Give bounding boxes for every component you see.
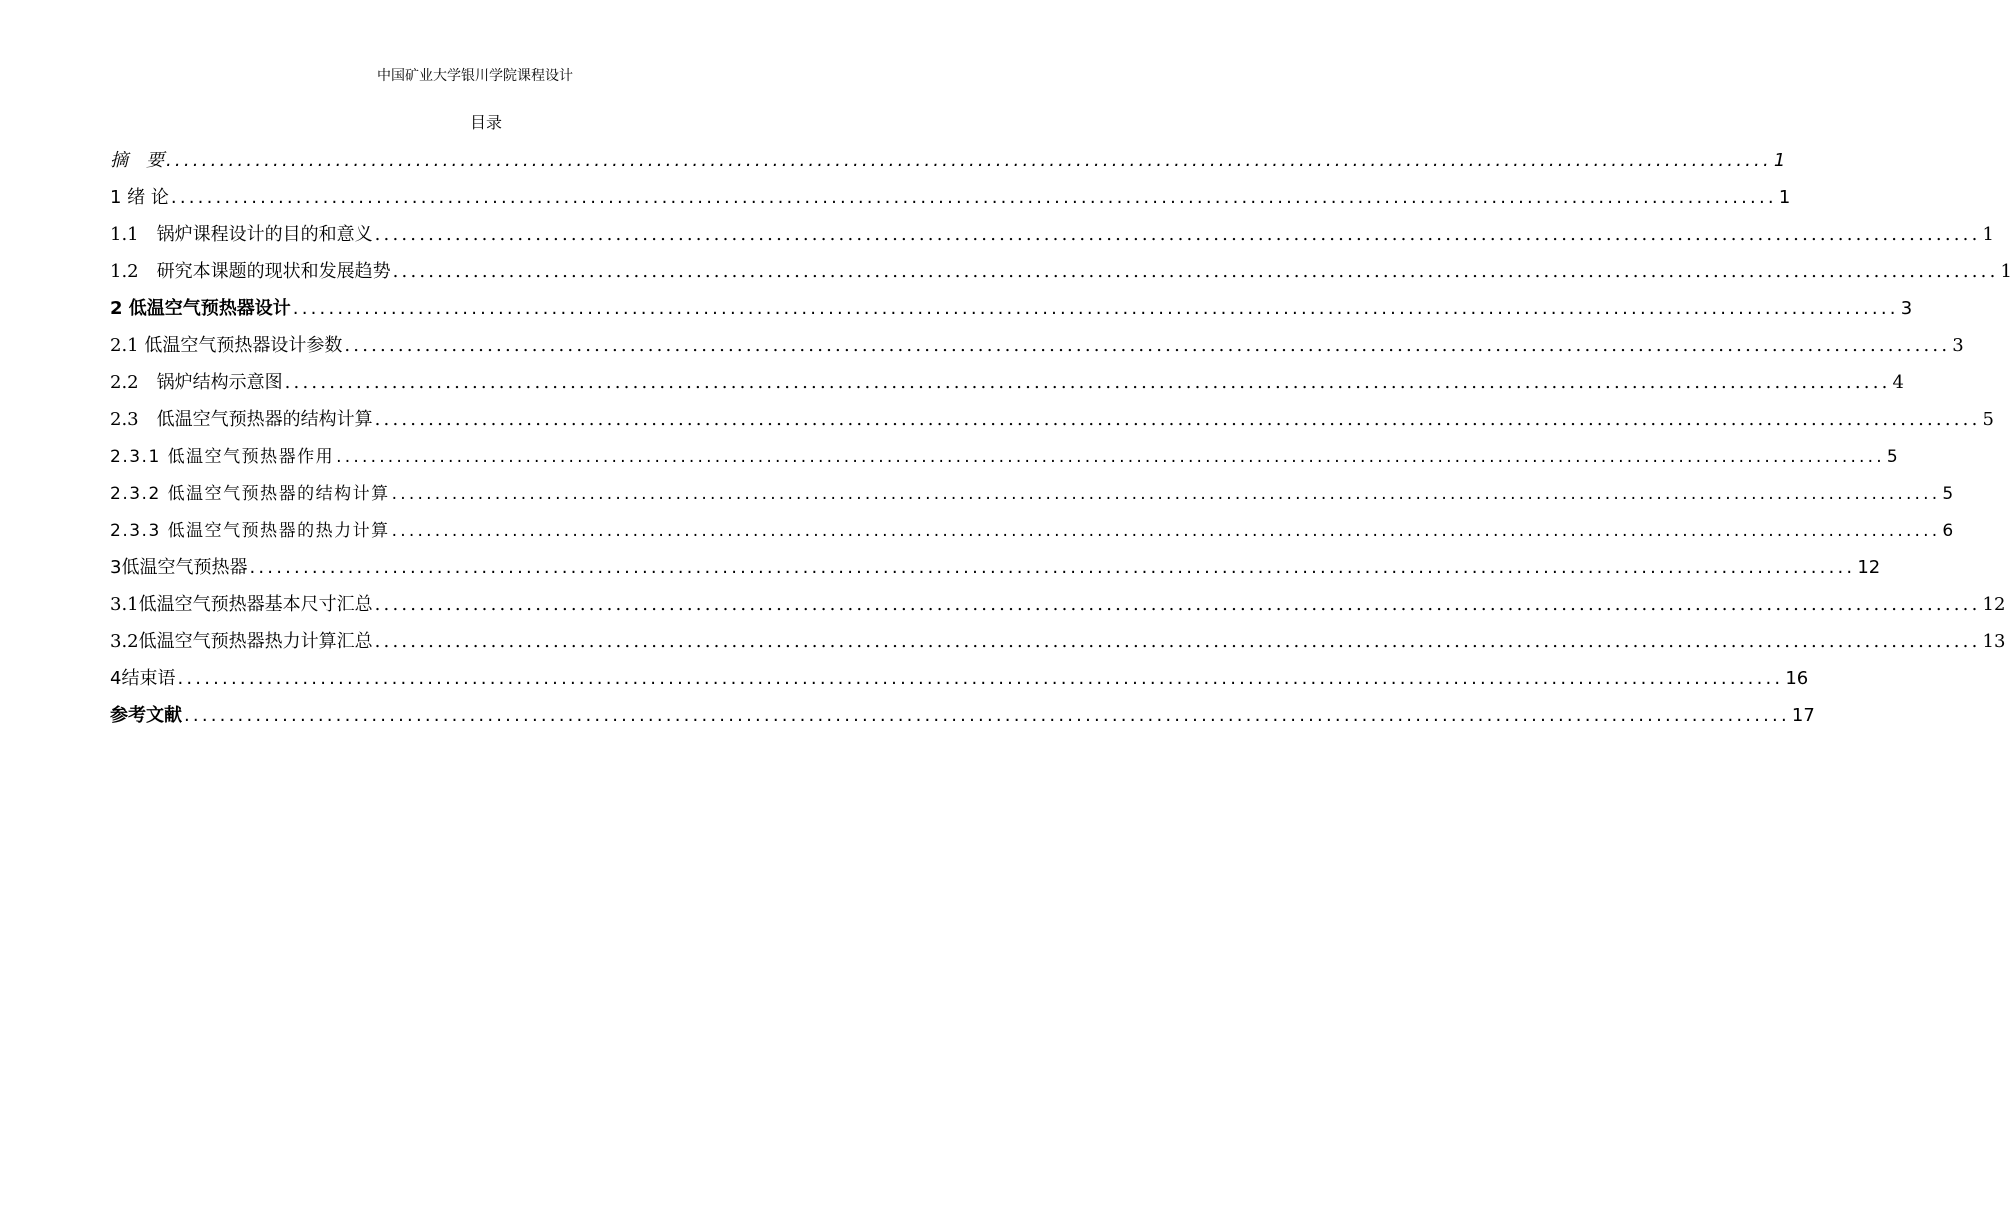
dot-leader: .................................................................................................................................................................................... — [292, 298, 1899, 319]
dot-leader: .................................................................................................................................................................................... — [374, 594, 1981, 615]
dot-leader: .................................................................................................................................................................................... — [374, 409, 1981, 430]
toc-entry-label: 1.2 研究本课题的现状和发展趋势 — [110, 261, 391, 282]
toc-entry-page: 13 — [1982, 631, 2006, 652]
dot-leader: .................................................................................................................................................................................... — [170, 187, 1777, 208]
toc-entry-1-1[interactable] — [110, 218, 1994, 246]
dot-leader: .................................................................................................................................................................................... — [336, 447, 1885, 467]
toc-entry-page: 12 — [1982, 594, 2006, 615]
toc-entry-references[interactable] — [110, 699, 1815, 727]
dot-leader: .................................................................................................................................................................................... — [177, 668, 1784, 689]
toc-entry-label: 2.3.3 低温空气预热器的热力计算 — [110, 521, 390, 541]
dot-leader: .................................................................................................................................................................................... — [344, 335, 1951, 356]
toc-entry-chapter-3[interactable] — [110, 551, 1881, 579]
toc-entry-label: 2.2 锅炉结构示意图 — [110, 372, 283, 393]
toc-entry-page: 17 — [1791, 705, 1815, 726]
toc-entry-page: 3 — [1952, 335, 1964, 356]
dot-leader: .................................................................................................................................................................................... — [391, 521, 1941, 541]
toc-entry-3-2[interactable] — [110, 625, 2006, 653]
toc-entry-3-1[interactable] — [110, 588, 2006, 616]
toc-entry-2-3-3[interactable] — [110, 514, 1955, 542]
toc-entry-page: 1 — [1778, 187, 1791, 208]
toc-entry-page: 4 — [1892, 372, 1904, 393]
dot-leader: .................................................................................................................................................................................... — [391, 484, 1941, 504]
toc-entry-2-3-2[interactable] — [110, 477, 1955, 505]
toc-entry-2-2[interactable] — [110, 366, 1904, 394]
toc-entry-page: 16 — [1785, 668, 1809, 689]
toc-entry-page: 6 — [1942, 521, 1955, 541]
toc-title: 目录 — [469, 113, 502, 132]
toc-entry-label: 3.1低温空气预热器基本尺寸汇总 — [110, 594, 373, 615]
toc-entry-2-1[interactable] — [110, 329, 1964, 357]
toc-entry-label: 摘 要 — [110, 150, 164, 171]
toc-entry-chapter-2[interactable] — [110, 292, 1913, 320]
toc-entry-label: 2.3 低温空气预热器的结构计算 — [110, 409, 373, 430]
toc-entry-label: 2 低温空气预热器设计 — [110, 298, 291, 319]
toc-entry-abstract[interactable] — [110, 144, 1786, 172]
dot-leader: .................................................................................................................................................................................... — [184, 705, 1790, 726]
dot-leader: .................................................................................................................................................................................... — [284, 372, 1891, 393]
toc-entry-label: 3低温空气预热器 — [110, 557, 248, 578]
toc-entry-page: 3 — [1900, 298, 1913, 319]
toc-entry-label: 参考文献 — [110, 705, 182, 726]
page-header: 中国矿业大学银川学院课程设计 — [377, 68, 573, 84]
toc-entry-page: 1 — [1982, 224, 1994, 245]
toc-entry-2-3-1[interactable] — [110, 440, 1900, 468]
dot-leader: .................................................................................................................................................................................... — [374, 224, 1981, 245]
toc-entry-label: 2.3.2 低温空气预热器的结构计算 — [110, 484, 390, 504]
toc-entry-label: 4结束语 — [110, 668, 176, 689]
toc-entry-page: 5 — [1886, 447, 1900, 467]
toc-entry-label: 3.2低温空气预热器热力计算汇总 — [110, 631, 373, 652]
dot-leader: .................................................................................................................................................................................... — [374, 631, 1981, 652]
toc-entry-1-2[interactable] — [110, 255, 2012, 283]
toc-entry-conclusion[interactable] — [110, 662, 1809, 690]
toc-entry-label: 2.3.1 低温空气预热器作用 — [110, 447, 335, 467]
dot-leader: .................................................................................................................................................................................... — [166, 150, 1772, 171]
toc-entry-page: 12 — [1857, 557, 1881, 578]
toc-entry-page: 1 — [1773, 150, 1786, 171]
dot-leader: .................................................................................................................................................................................... — [249, 557, 1856, 578]
toc-entry-label: 2.1 低温空气预热器设计参数 — [110, 335, 343, 356]
toc-entry-page: 5 — [1982, 409, 1994, 430]
toc-entry-label: 1 绪 论 — [110, 187, 169, 208]
toc-entry-2-3[interactable] — [110, 403, 1994, 431]
toc-entry-page: 5 — [1942, 484, 1955, 504]
toc-entry-page: 1 — [2000, 261, 2012, 282]
toc-entry-introduction[interactable] — [110, 181, 1791, 209]
toc-entry-label: 1.1 锅炉课程设计的目的和意义 — [110, 224, 373, 245]
dot-leader: .................................................................................................................................................................................... — [392, 261, 1999, 282]
